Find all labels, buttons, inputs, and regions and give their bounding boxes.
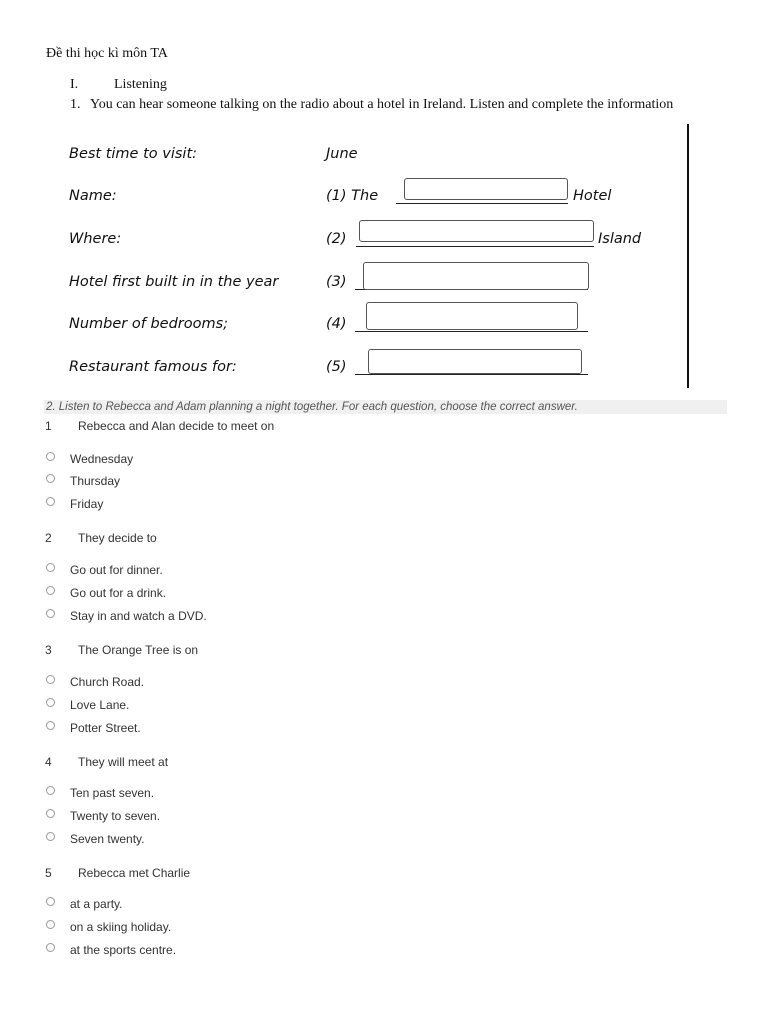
- question-1: [45, 419, 274, 433]
- form-label-restaurant: Restaurant famous for:: [69, 359, 237, 375]
- question-text: They decide to: [78, 531, 157, 545]
- radio-icon[interactable]: [46, 497, 55, 506]
- form-right-border: [687, 124, 689, 388]
- option-label: Ten past seven.: [70, 786, 155, 800]
- question-number: 1: [45, 419, 52, 433]
- question-number: 5: [45, 866, 52, 880]
- option-label: at a party.: [70, 897, 123, 911]
- answer-box-3[interactable]: [363, 262, 589, 290]
- form-prefix-bedrooms: (4): [326, 316, 347, 332]
- option-2b[interactable]: [46, 586, 166, 600]
- question-text: Rebecca and Alan decide to meet on: [78, 419, 275, 433]
- radio-icon[interactable]: [46, 721, 55, 730]
- section-number: I.: [70, 77, 79, 92]
- task2-instruction: 2. Listen to Rebecca and Adam planning a night together. For each question, choose the correct answer.: [44, 400, 727, 414]
- form-label-where: Where:: [69, 231, 122, 247]
- form-suffix-where: Island: [598, 231, 642, 247]
- option-1b[interactable]: [46, 474, 120, 488]
- radio-icon[interactable]: [46, 452, 55, 461]
- option-label: Go out for dinner.: [70, 563, 163, 577]
- question-text: They will meet at: [78, 755, 169, 769]
- option-label: Love Lane.: [70, 698, 130, 712]
- option-3a[interactable]: [46, 675, 144, 689]
- question-number: 2: [45, 531, 52, 545]
- option-5b[interactable]: [46, 920, 171, 934]
- option-label: on a skiing holiday.: [70, 920, 172, 934]
- option-5a[interactable]: [46, 897, 122, 911]
- option-label: Potter Street.: [70, 721, 141, 735]
- radio-icon[interactable]: [46, 832, 55, 841]
- question-4: [45, 755, 168, 769]
- question-3: [45, 643, 198, 657]
- form-label-year: Hotel first built in in the year: [69, 274, 279, 290]
- question-text: The Orange Tree is on: [78, 643, 199, 657]
- section-label: Listening: [114, 77, 167, 92]
- option-2a[interactable]: [46, 563, 163, 577]
- radio-icon[interactable]: [46, 675, 55, 684]
- option-1a[interactable]: [46, 452, 133, 466]
- answer-line-1: [396, 203, 568, 204]
- answer-box-2[interactable]: [359, 220, 594, 242]
- option-3b[interactable]: [46, 698, 129, 712]
- form-prefix-restaurant: (5): [326, 359, 347, 375]
- answer-box-4[interactable]: [366, 302, 578, 330]
- option-5c[interactable]: [46, 943, 176, 957]
- question-text: Rebecca met Charlie: [78, 866, 191, 880]
- answer-line-2: [356, 246, 594, 247]
- option-4c[interactable]: [46, 832, 144, 846]
- answer-line-5: [355, 374, 588, 375]
- question-5: [45, 866, 190, 880]
- form-prefix-year: (3): [326, 274, 347, 290]
- option-label: Church Road.: [70, 675, 145, 689]
- page-title: Đề thi học kì môn TA: [46, 46, 168, 61]
- option-2c[interactable]: [46, 609, 207, 623]
- task1-text: You can hear someone talking on the radio about a hotel in Ireland. Listen and complete the information: [90, 97, 674, 112]
- radio-icon[interactable]: [46, 563, 55, 572]
- answer-box-5[interactable]: [368, 349, 582, 374]
- option-3c[interactable]: [46, 721, 141, 735]
- hotel-info-form: [0, 0, 768, 400]
- radio-icon[interactable]: [46, 943, 55, 952]
- option-1c[interactable]: [46, 497, 103, 511]
- radio-icon[interactable]: [46, 786, 55, 795]
- option-4b[interactable]: [46, 809, 160, 823]
- form-label-name: Name:: [69, 188, 117, 204]
- radio-icon[interactable]: [46, 586, 55, 595]
- answer-line-4: [355, 331, 588, 332]
- form-prefix-name: (1) The: [326, 188, 379, 204]
- option-label: Wednesday: [70, 452, 134, 466]
- task1-number: 1.: [70, 97, 81, 112]
- radio-icon[interactable]: [46, 897, 55, 906]
- radio-icon[interactable]: [46, 474, 55, 483]
- radio-icon[interactable]: [46, 920, 55, 929]
- option-label: Go out for a drink.: [70, 586, 167, 600]
- form-value-best-time: June: [326, 146, 358, 162]
- form-label-best-time: Best time to visit:: [69, 146, 198, 162]
- option-label: Twenty to seven.: [70, 809, 161, 823]
- radio-icon[interactable]: [46, 609, 55, 618]
- option-4a[interactable]: [46, 786, 154, 800]
- answer-box-1[interactable]: [404, 178, 568, 200]
- form-prefix-where: (2): [326, 231, 347, 247]
- radio-icon[interactable]: [46, 698, 55, 707]
- radio-icon[interactable]: [46, 809, 55, 818]
- option-label: Thursday: [70, 474, 121, 488]
- question-number: 4: [45, 755, 52, 769]
- option-label: Stay in and watch a DVD.: [70, 609, 207, 623]
- question-2: [45, 531, 157, 545]
- form-label-bedrooms: Number of bedrooms;: [69, 316, 229, 332]
- option-label: at the sports centre.: [70, 943, 177, 957]
- option-label: Seven twenty.: [70, 832, 145, 846]
- form-suffix-name: Hotel: [573, 188, 612, 204]
- option-label: Friday: [70, 497, 104, 511]
- question-number: 3: [45, 643, 52, 657]
